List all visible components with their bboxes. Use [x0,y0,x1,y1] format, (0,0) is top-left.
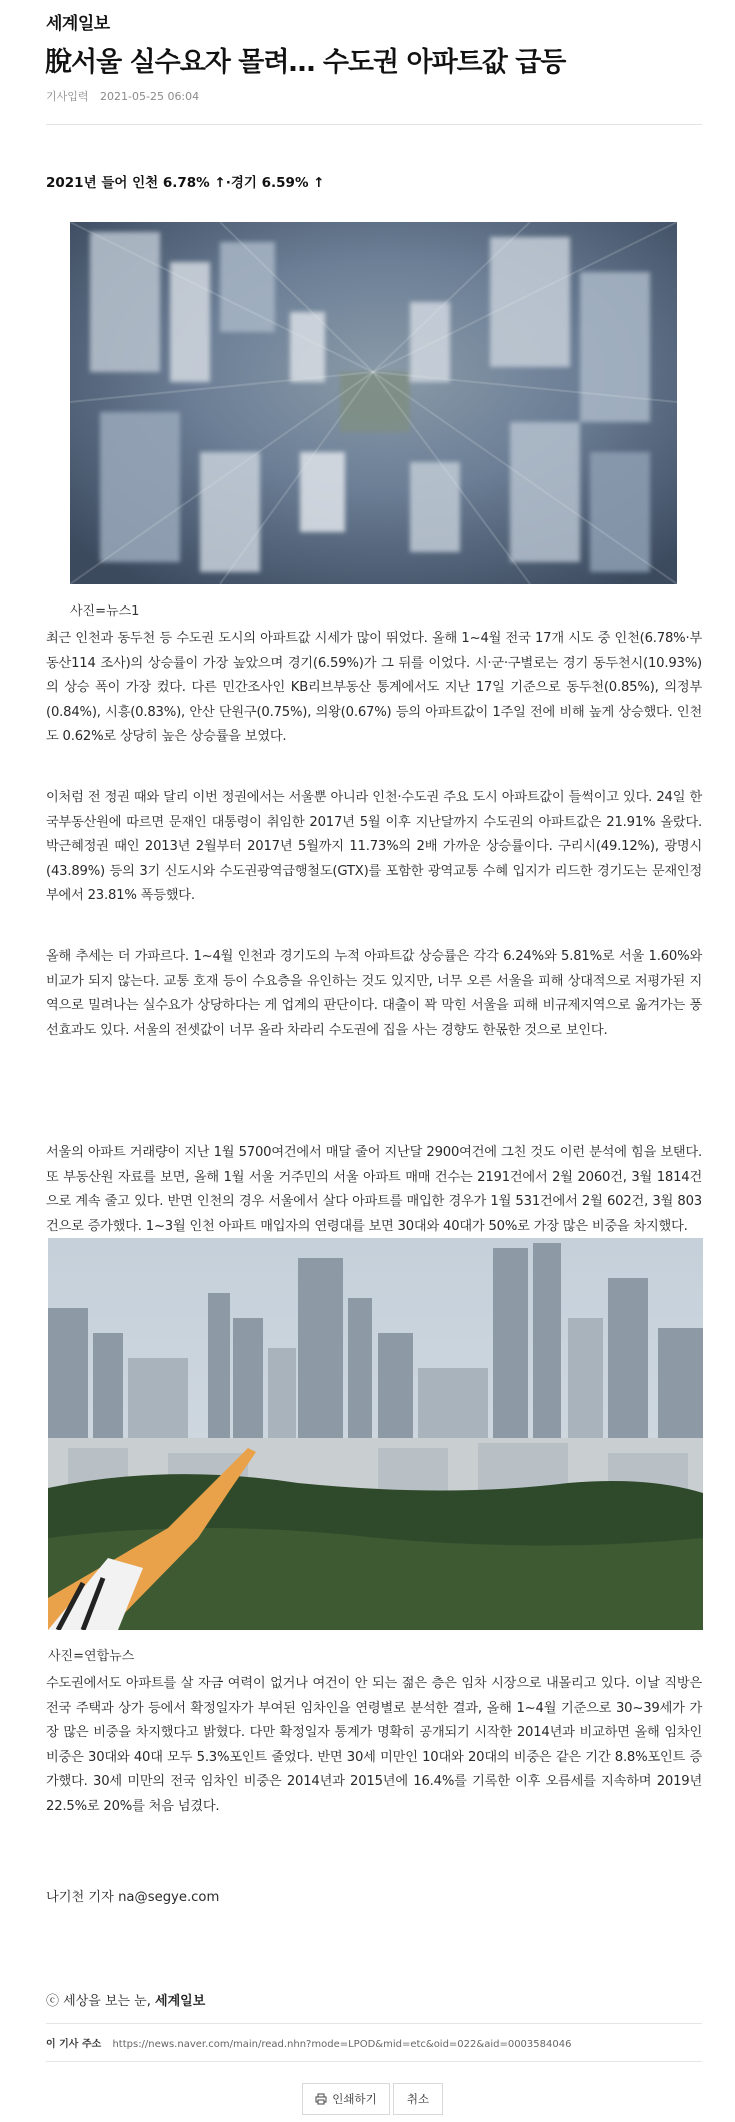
copyright-brand: 세계일보 [155,1994,206,2009]
skyline-pointing-image [48,1238,703,1630]
meta-date: 2021-05-25 06:04 [100,90,200,103]
divider [46,2023,702,2024]
article-paragraph: 서울의 아파트 거래량이 지난 1월 5700여건에서 매달 줄어 지난달 2900여건에 그친 것도 이런 분석에 힘을 보탠다. 또 부동산원 자료를 보면, 올해 1월 서울 거주민의 서울 아파트 매매 건수는 2191건에서 2월 2060건, 3월 1814건으로 계속 줄고 있다. 반면 인천의 경우 서울에서 살다 아파트를 매입한 경우가 1월 531건에서 2월 602건, 3월 803건으로 증가했다. 1~3월 인천 아파트 매입자의 연령대를 보면 30대와 40대가 50%로 가장 많은 비중을 차지했다. [46,1145,702,1234]
city-skyline-photo [48,1238,703,1630]
article-paragraph: 최근 인천과 동두천 등 수도권 도시의 아파트값 시세가 많이 뛰었다. 올해 1~4월 전국 17개 시도 중 인천(6.78%·부동산114 조사)의 상승률이 가장 높았으며 경기(6.59%)가 그 뒤를 이었다. 시·군·구별로는 경기 동두천시(10.93%)의 상승 폭이 가장 컸다. 다른 민간조사인 KB리브부동산 통계에서도 지난 17일 기준으로 동두천(0.85%), 의정부(0.84%), 시흥(0.83%), 안산 단원구(0.75%), 의왕(0.67%) 등의 아파트값이 1주일 전에 비해 높게 상승했다. 인천도 0.62%로 상당히 높은 상승률을 보였다. [46,631,702,744]
aerial-apartments-image [70,222,677,584]
copyright-prefix: ⓒ 세상을 보는 눈, [46,1994,151,2009]
aerial-apartments-photo [70,222,677,584]
divider [46,2061,702,2062]
copyright-line [46,1990,205,2009]
url-label: 이 기사 주소 [46,2039,102,2050]
article-headline: 脫서울 실수요자 몰려… 수도권 아파트값 급등 [45,47,566,78]
printer-icon [315,2093,327,2105]
article-subhead: 2021년 들어 인천 6.78% ↑·경기 6.59% ↑ [46,175,325,191]
article-url-row [46,2035,571,2050]
photo-caption: 사진=뉴스1 [70,604,140,619]
photo-caption: 사진=연합뉴스 [48,1649,135,1664]
print-button[interactable] [302,2083,390,2115]
meta-label: 기사입력 [46,90,89,103]
cancel-button[interactable]: 취소 [393,2083,443,2115]
divider [46,124,702,125]
article-paragraph: 이처럼 전 정권 때와 달리 이번 정권에서는 서울뿐 아니라 인천·수도권 주요 도시 아파트값이 들썩이고 있다. 24일 한국부동산원에 따르면 문재인 대통령이 취임한 2017년 5월 이후 지난달까지 수도권의 아파트값은 21.91% 올랐다. 박근혜정권 때인 2013년 2월부터 2017년 5월까지 11.73%의 2배 가까운 상승률이다. 구리시(49.12%), 광명시(43.89%) 등의 3기 신도시와 수도권광역급행철도(GTX)를 포함한 광역교통 수혜 입지가 리드한 경기도는 문재인정부에서 23.81% 폭등했다. [46,790,702,903]
print-label: 인쇄하기 [332,2092,377,2106]
press-logo[interactable]: 세계일보 [46,14,110,34]
article-meta [46,88,199,104]
article-paragraph: 올해 추세는 더 가파르다. 1~4월 인천과 경기도의 누적 아파트값 상승률은 각각 6.24%와 5.81%로 서울 1.60%와 비교가 되지 않는다. 교통 호재 등이 수요층을 유인하는 것도 있지만, 너무 오른 서울을 피해 상대적으로 저평가된 지역으로 밀려나는 실수요가 상당하다는 게 업계의 판단이다. 대출이 꽉 막힌 서울을 피해 비규제지역으로 옮겨가는 풍선효과도 있다. 서울의 전셋값이 너무 올라 차라리 수도권에 집을 사는 경향도 한몫한 것으로 보인다. [46,949,702,1038]
article-paragraph: 수도권에서도 아파트를 살 자금 여력이 없거나 여건이 안 되는 젊은 층은 임차 시장으로 내몰리고 있다. 이날 직방은 전국 주택과 상가 등에서 확정일자가 부여된 임차인을 연령별로 분석한 결과, 올해 1~4월 기준으로 30~39세가 가장 많은 비중을 차지했다고 밝혔다. 다만 확정일자 통계가 명확히 공개되기 시작한 2014년과 비교하면 올해 임차인 비중은 30대와 40대 모두 5.3%포인트 줄었다. 반면 30세 미만인 10대와 20대의 비중은 같은 기간 8.8%포인트 증가했다. 30세 미만의 전국 임차인 비중은 2014년과 2015년에 16.4%를 기록한 이후 오름세를 지속하며 2019년 22.5%로 20%를 처음 넘겼다. [46,1676,703,1814]
reporter-byline: 나기천 기자 na@segye.com [46,1890,220,1905]
article-url[interactable]: https://news.naver.com/main/read.nhn?mode=LPOD&mid=etc&oid=022&aid=0003584046 [112,2039,572,2050]
